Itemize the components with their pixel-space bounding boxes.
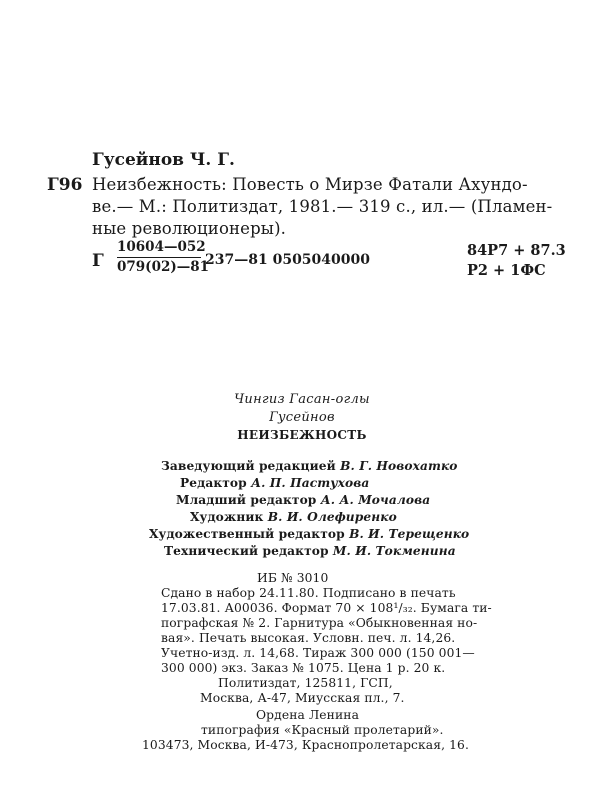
- catalog-fraction-denominator: 079(02)—81: [117, 258, 210, 275]
- book-title: НЕИЗБЕЖНОСТЬ: [237, 428, 367, 442]
- credit-name: А. А. Мочалова: [320, 493, 431, 507]
- printer-line: 103473, Москва, И-473, Краснопролетарская, 16.: [142, 738, 469, 752]
- credit-line: [176, 493, 430, 507]
- author-first-name: Чингиз Гасан-оглы: [234, 392, 370, 407]
- credit-name: А. П. Пастухова: [251, 476, 370, 490]
- credit-name: В. Г. Новохатко: [340, 459, 458, 473]
- credit-name: М. И. Токменина: [332, 544, 456, 558]
- credit-line: [161, 459, 458, 473]
- author-last-name: Гусейнов: [269, 410, 335, 425]
- catalog-classification-2: Р2 + 1ФС: [467, 262, 546, 279]
- imprint-line: пографская № 2. Гарнитура «Обыкновенная но-: [161, 616, 478, 630]
- catalog-g-letter: Г: [92, 251, 104, 271]
- credit-line: [149, 527, 469, 541]
- credit-name: В. И. Терещенко: [349, 527, 470, 541]
- catalog-description-line: ные революционеры).: [92, 219, 287, 238]
- catalog-index-code: Г96: [47, 175, 83, 195]
- publisher-line: Москва, А-47, Миусская пл., 7.: [200, 691, 405, 705]
- imprint-line: 300 000) экз. Заказ № 1075. Цена 1 р. 20 к.: [161, 661, 446, 675]
- catalog-fraction: [117, 239, 210, 275]
- credit-role: Редактор: [180, 476, 247, 490]
- imprint-line: Сдано в набор 24.11.80. Подписано в печать: [161, 586, 456, 600]
- catalog-description-line: Неизбежность: Повесть о Мирзе Фатали Ахундо-: [92, 175, 528, 194]
- credit-role: Заведующий редакцией: [161, 459, 336, 473]
- credit-line: [180, 476, 369, 490]
- credit-role: Младший редактор: [176, 493, 317, 507]
- credit-role: Технический редактор: [164, 544, 329, 558]
- catalog-classification-1: 84Р7 + 87.3: [467, 242, 566, 259]
- imprint-line: Учетно-изд. л. 14,68. Тираж 300 000 (150 001—: [161, 646, 475, 660]
- imprint-ib-number: ИБ № 3010: [257, 571, 329, 585]
- catalog-fraction-rest: 237—81 0505040000: [205, 252, 370, 268]
- credit-role: Художник: [190, 510, 264, 524]
- credit-line: [190, 510, 397, 524]
- catalog-fraction-numerator: 10604—052: [117, 241, 201, 258]
- imprint-line: вая». Печать высокая. Условн. печ. л. 14,26.: [161, 631, 456, 645]
- catalog-description-line: ве.— М.: Политиздат, 1981.— 319 с., ил.— (Пламен-: [92, 197, 553, 216]
- credit-line: [164, 544, 456, 558]
- credit-role: Художественный редактор: [149, 527, 345, 541]
- publisher-line: Политиздат, 125811, ГСП,: [218, 676, 393, 690]
- credit-name: В. И. Олефиренко: [267, 510, 397, 524]
- catalog-author: Гусейнов Ч. Г.: [92, 150, 235, 170]
- imprint-line: 17.03.81. А00036. Формат 70 × 108¹/₃₂. Бумага ти-: [161, 601, 492, 615]
- printer-line: типография «Красный пролетарий».: [201, 723, 444, 737]
- printer-line: Ордена Ленина: [256, 708, 359, 722]
